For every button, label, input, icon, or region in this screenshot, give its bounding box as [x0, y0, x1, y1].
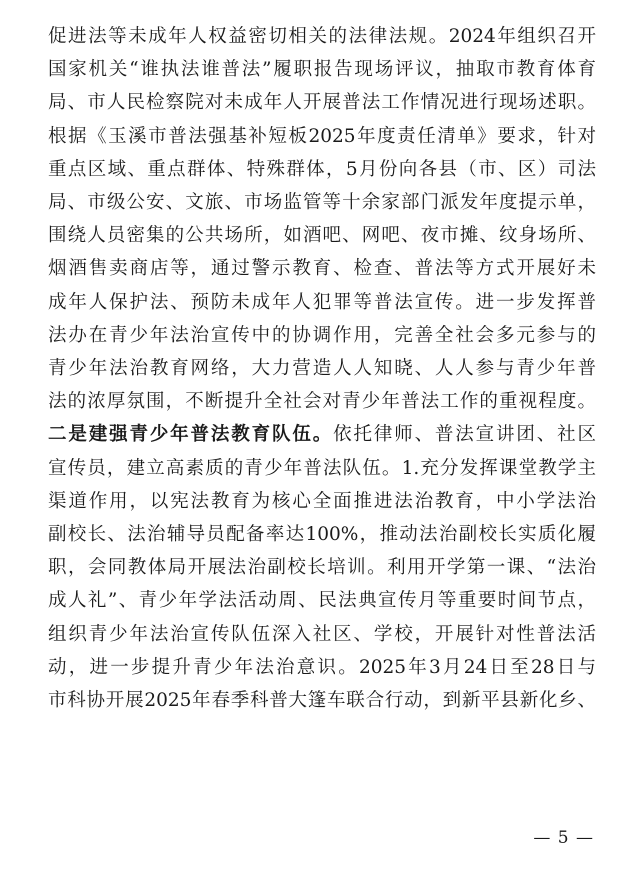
text-line: 职，会同教体局开展法治副校长培训。利用开学第一课、“法治 [48, 557, 596, 579]
text-line: 烟酒售卖商店等，通过警示教育、检查、普法等方式开展好未 [48, 258, 596, 280]
text-line: 法办在青少年法治宣传中的协调作用，完善全社会多元参与的 [48, 324, 596, 346]
text-line: 围绕人员密集的公共场所，如酒吧、网吧、夜市摊、纹身场所、 [48, 225, 596, 247]
section-first-line-rest: 依托律师、普法宣讲团、社区 [333, 424, 596, 446]
text-line: 成人礼”、青少年学法活动周、民法典宣传月等重要时间节点， [48, 590, 596, 612]
body-text [48, 20, 596, 717]
section-heading: 二是建强青少年普法教育队伍。 [48, 424, 334, 446]
text-line: 动，进一步提升青少年法治意识。2025年3月24日至28日与 [48, 656, 596, 678]
text-line: 组织青少年法治宣传队伍深入社区、学校，开展针对性普法活 [48, 623, 596, 645]
text-line: 根据《玉溪市普法强基补短板2025年度责任清单》要求，针对 [48, 125, 596, 147]
text-line: 重点区域、重点群体、特殊群体，5月份向各县（市、区）司法 [48, 158, 596, 180]
text-line: 宣传员，建立高素质的青少年普法队伍。1.充分发挥课堂教学主 [48, 457, 596, 479]
text-line: 渠道作用，以宪法教育为核心全面推进法治教育，中小学法治 [48, 490, 596, 512]
text-line: 局、市级公安、文旅、市场监管等十余家部门派发年度提示单， [48, 192, 596, 214]
text-line: 局、市人民检察院对未成年人开展普法工作情况进行现场述职。 [48, 92, 596, 114]
text-line: 国家机关“谁执法谁普法”履职报告现场评议，抽取市教育体育 [48, 59, 596, 81]
text-line: 副校长、法治辅导员配备率达100%，推动法治副校长实质化履 [48, 524, 596, 546]
text-line: 促进法等未成年人权益密切相关的法律法规。2024年组织召开 [48, 26, 596, 47]
page-number: — 5 — [533, 828, 594, 848]
text-line: 市科协开展2025年春季科普大篷车联合行动，到新平县新化乡、 [48, 690, 596, 712]
section-heading-line [48, 418, 596, 451]
text-line: 成年人保护法、预防未成年人犯罪等普法宣传。进一步发挥普 [48, 291, 596, 313]
text-line: 青少年法治教育网络，大力营造人人知晓、人人参与青少年普 [48, 358, 596, 380]
text-line: 法的浓厚氛围，不断提升全社会对青少年普法工作的重视程度。 [48, 391, 596, 413]
